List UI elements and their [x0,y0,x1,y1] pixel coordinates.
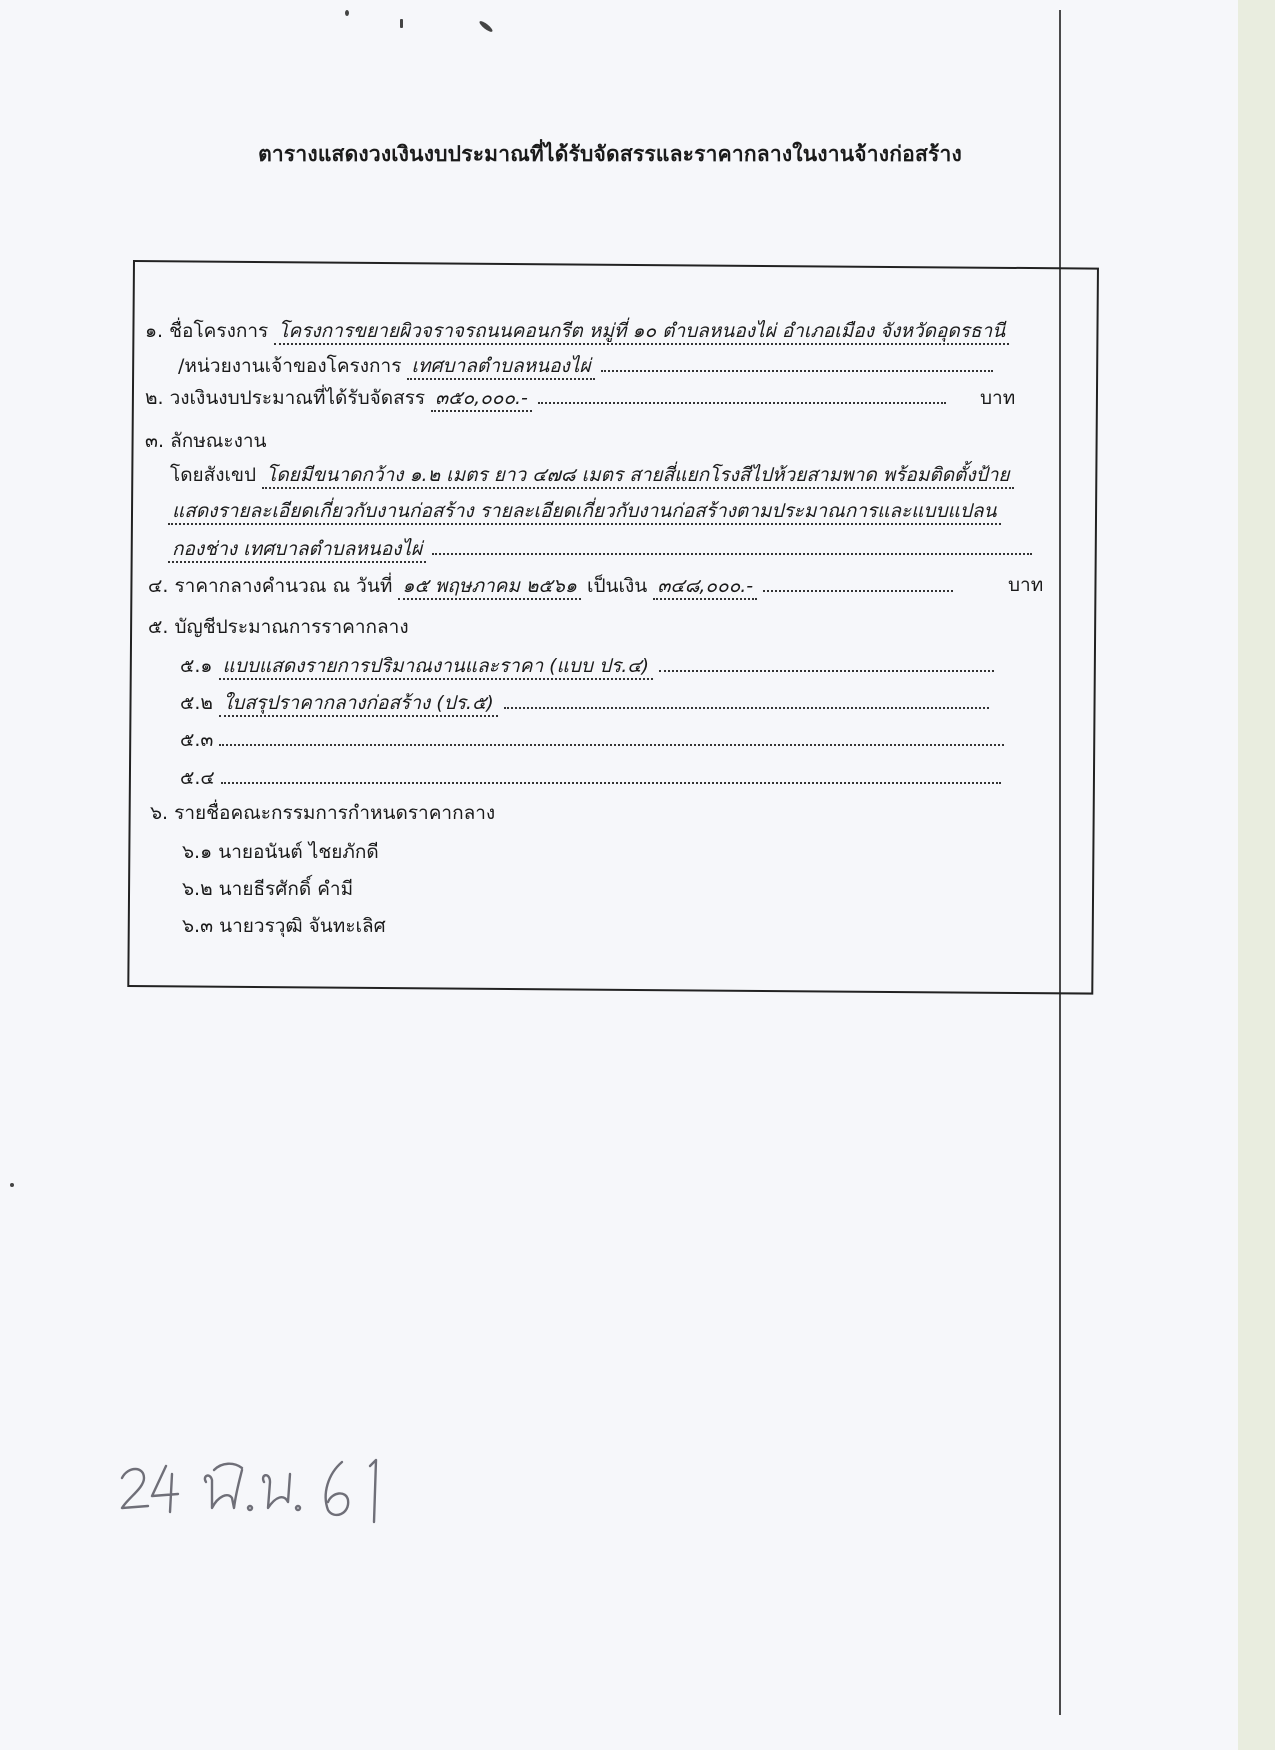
work-description-line-3 [168,535,1032,562]
committee-member-1 [182,839,379,865]
estimate-list-heading: ๕. บัญชีประมาณการราคากลาง [148,616,409,638]
committee-member-3 [182,913,386,939]
scan-speck [478,20,494,34]
work-description-text-2: แสดงรายละเอียดเกี่ยวกับงานก่อสร้าง รายละเอียดเกี่ยวกับงานก่อสร้างตามประมาณการและแบบแปลน [168,500,1001,525]
scan-speck [10,1183,14,1187]
estimate-item-number: ๕.๒ [180,692,213,714]
estimate-item-text: ใบสรุปราคากลางก่อสร้าง (ปร.๕) [219,692,498,717]
work-description-prefix: โดยสังเขป [170,464,257,486]
dotted-fill-line [659,652,994,672]
budget-value: ๓๕๐,๐๐๐.- [431,387,532,412]
scan-speck [345,10,349,16]
dotted-fill-line [504,689,989,709]
estimate-item-number: ๕.๔ [180,767,215,789]
committee-member-number: ๖.๑ [182,841,213,863]
median-price-date: ๑๕ พฤษภาคม ๒๕๖๑ [398,575,581,600]
estimate-item-text: แบบแสดงรายการปริมาณงานและราคา (แบบ ปร.๔) [219,655,654,680]
scan-edge-strip [1238,0,1275,1750]
committee-member-2 [182,876,353,902]
handwritten-date-note [118,1452,418,1532]
median-price-amount-label: เป็นเงิน [586,575,648,597]
budget-unit: บาท [980,387,1016,409]
work-description-text-1: โดยมีขนาดกว้าง ๑.๒ เมตร ยาว ๔๗๘ เมตร สายสี่แยกโรงสีไปห้วยสามพาด พร้อมติดตั้งป้าย [262,464,1013,489]
scan-speck [400,19,403,28]
committee-member-number: ๖.๒ [182,878,213,900]
work-description-text-3: กองช่าง เทศบาลตำบลหนองไผ่ [168,538,426,563]
estimate-item-number: ๕.๑ [180,655,213,677]
dotted-fill-line [601,352,993,372]
estimate-item-number: ๕.๓ [180,729,214,751]
project-name-label: ๑. ชื่อโครงการ [145,320,269,342]
committee-member-name: นายวรวุฒิ จันทะเลิศ [219,915,386,937]
work-description-heading: ๓. ลักษณะงาน [145,430,267,452]
committee-member-name: นายอนันต์ ไชยภักดี [218,841,379,863]
dotted-fill-line [538,384,946,404]
budget-row [145,384,946,411]
estimate-item-5-2 [180,689,989,716]
project-name-value: โครงการขยายผิวจราจรถนนคอนกรีต หมู่ที่ ๑๐ ตำบลหนองไผ่ อำเภอเมือง จังหวัดอุดรธานี [274,320,1009,345]
committee-member-name: นายธีรศักดิ์ คำมี [218,878,354,900]
document-title: ตารางแสดงวงเงินงบประมาณที่ได้รับจัดสรรและราคากลางในงานจ้างก่อสร้าง [258,142,962,166]
project-owner-row [178,352,993,379]
estimate-item-5-4 [180,764,1001,791]
committee-member-number: ๖.๓ [182,915,214,937]
budget-label: ๒. วงเงินงบประมาณที่ได้รับจัดสรร [145,387,426,409]
dotted-fill-line [221,764,1001,784]
committee-heading: ๖. รายชื่อคณะกรรมการกำหนดราคากลาง [150,802,496,824]
estimate-item-5-1 [180,652,994,679]
dotted-fill-line [763,572,953,592]
project-name-row [145,318,1009,344]
median-price-label: ๔. ราคากลางคำนวณ ณ วันที่ [148,575,393,597]
work-description-line-1 [170,462,1014,488]
median-price-amount: ๓๔๘,๐๐๐.- [653,575,757,600]
dotted-fill-line [219,726,1004,746]
work-description-line-2 [168,498,1001,524]
median-price-row [148,572,953,599]
project-owner-label: /หน่วยงานเจ้าของโครงการ [178,355,402,377]
project-owner-value: เทศบาลตำบลหนองไผ่ [407,355,594,380]
estimate-item-5-3 [180,726,1004,753]
dotted-fill-line [432,535,1032,555]
median-price-unit: บาท [1008,574,1044,596]
